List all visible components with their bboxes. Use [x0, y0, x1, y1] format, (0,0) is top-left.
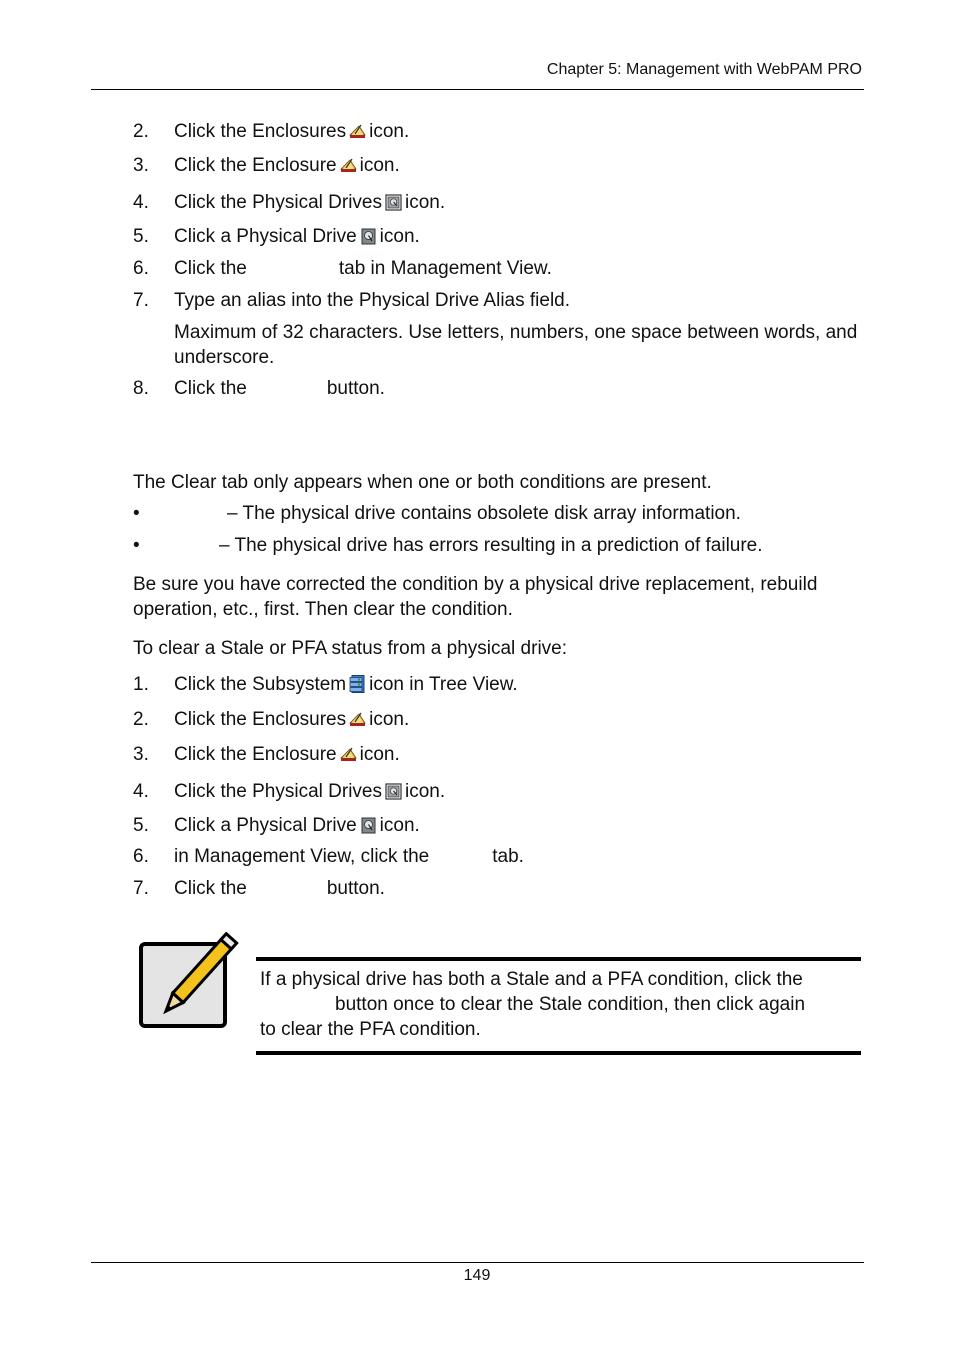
page-number: 149 — [463, 1267, 491, 1284]
alias-note: Maximum of 32 characters. Use letters, numbers, one space between words, and underscore. — [174, 322, 858, 368]
physical-drives-icon — [385, 783, 402, 800]
clear-intro: The Clear tab only appears when one or both conditions are present. — [133, 472, 712, 493]
enclosure-icon — [340, 157, 357, 174]
enclosures-icon — [349, 711, 366, 728]
enclosure-icon — [340, 746, 357, 763]
chapter-title: Chapter 5: Management with WebPAM PRO — [546, 61, 862, 78]
physical-drive-icon — [360, 817, 377, 834]
note-rule-top — [256, 957, 861, 961]
note-pencil-icon — [139, 932, 239, 1030]
enclosures-icon — [349, 123, 366, 140]
note-text: If a physical drive has both a Stale and a PFA condition, click the button once to clear the Stale condition, then click again to clear the PFA condition. — [260, 969, 806, 1040]
footer-rule — [91, 1262, 864, 1263]
header-rule — [91, 89, 864, 90]
note-rule-bottom — [256, 1051, 861, 1055]
subsystem-icon — [349, 674, 366, 695]
clear-paragraph: Be sure you have corrected the condition by a physical drive replacement, rebuild operation, etc., first. Then clear the condition. — [133, 574, 818, 620]
physical-drive-icon — [360, 228, 377, 245]
clear-lead-in: To clear a Stale or PFA status from a physical drive: — [133, 638, 568, 659]
physical-drives-icon — [385, 194, 402, 211]
